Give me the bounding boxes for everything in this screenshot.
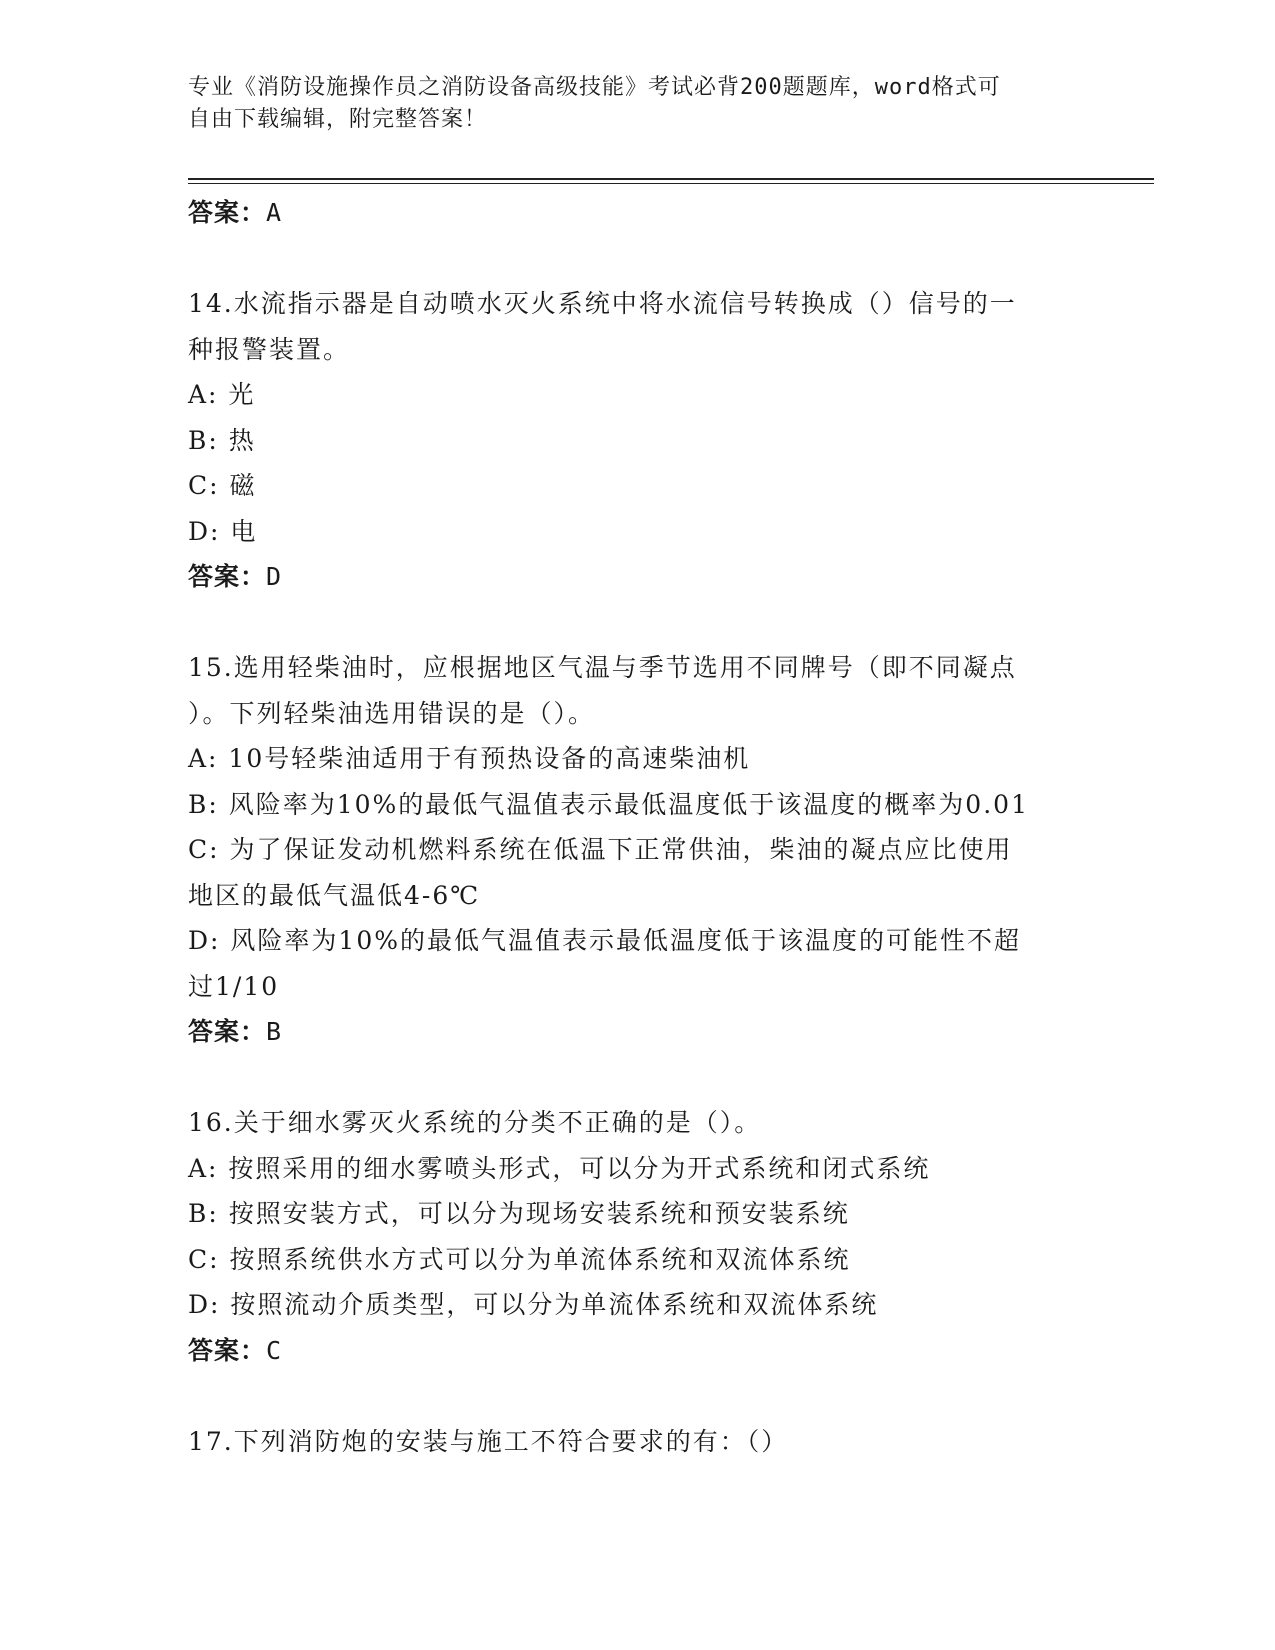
option-a: A: 按照采用的细水雾喷头形式，可以分为开式系统和闭式系统: [188, 1153, 931, 1183]
option-a: A: 10号轻柴油适用于有预热设备的高速柴油机: [188, 744, 751, 773]
spacer: [188, 1373, 1088, 1419]
question-15: [188, 645, 1088, 1055]
question-stem: 种报警装置。: [188, 334, 351, 364]
answer-label: 答案：: [188, 198, 267, 227]
option-b: B: 风险率为10%的最低气温值表示最低温度低于该温度的概率为0.01: [188, 789, 1029, 819]
answer-value: D: [266, 562, 283, 591]
header-rule-thick: [188, 178, 1154, 180]
option-c-cont: 地区的最低气温低4-6℃: [188, 880, 481, 910]
answer-value: B: [266, 1017, 283, 1046]
answer-label: 答案：: [188, 1335, 267, 1365]
option-d: D: 按照流动介质类型，可以分为单流体系统和双流体系统: [188, 1290, 879, 1319]
option-a: A: 光: [188, 380, 256, 409]
spacer: [188, 600, 1088, 646]
spacer: [188, 1055, 1088, 1101]
question-14: [188, 281, 1088, 600]
answer-label: 答案：: [188, 1017, 267, 1046]
question-list: [188, 190, 1088, 1464]
question-17: [188, 1419, 1088, 1465]
question-stem: 16.关于细水雾灭火系统的分类不正确的是（）。: [188, 1108, 762, 1137]
answer-line: [188, 554, 1088, 600]
answer-value: C: [266, 1335, 283, 1365]
answer-label: 答案：: [188, 562, 267, 591]
option-d-cont: 过1/10: [188, 971, 280, 1001]
answer-line: [188, 190, 1088, 236]
question-stem: 17.下列消防炮的安装与施工不符合要求的有：（）: [188, 1426, 789, 1456]
question-16: [188, 1100, 1088, 1373]
document-header: [188, 72, 1088, 136]
header-rule-thin: [188, 183, 1154, 184]
header-line-1: 专业《消防设施操作员之消防设备高级技能》考试必背200题题库，word格式可: [188, 75, 1001, 100]
option-c: C: 为了保证发动机燃料系统在低温下正常供油，柴油的凝点应比使用: [188, 835, 1013, 864]
option-d: D: 电: [188, 516, 258, 546]
header-line-2: 自由下载编辑，附完整答案！: [188, 107, 488, 132]
spacer: [188, 236, 1088, 282]
question-stem: 15.选用轻柴油时，应根据地区气温与季节选用不同牌号（即不同凝点: [188, 653, 1017, 682]
option-c: C: 磁: [188, 471, 257, 500]
answer-value: A: [266, 198, 283, 227]
question-stem: 14.水流指示器是自动喷水灭火系统中将水流信号转换成（）信号的一: [188, 289, 1017, 318]
option-d: D: 风险率为10%的最低气温值表示最低温度低于该温度的可能性不超: [188, 926, 1021, 955]
option-b: B: 按照安装方式，可以分为现场安装系统和预安装系统: [188, 1199, 850, 1228]
answer-line: [188, 1328, 1088, 1374]
option-b: B: 热: [188, 425, 256, 455]
answer-line: [188, 1009, 1088, 1055]
question-stem: ）。下列轻柴油选用错误的是（）。: [188, 698, 596, 728]
option-c: C: 按照系统供水方式可以分为单流体系统和双流体系统: [188, 1244, 851, 1274]
